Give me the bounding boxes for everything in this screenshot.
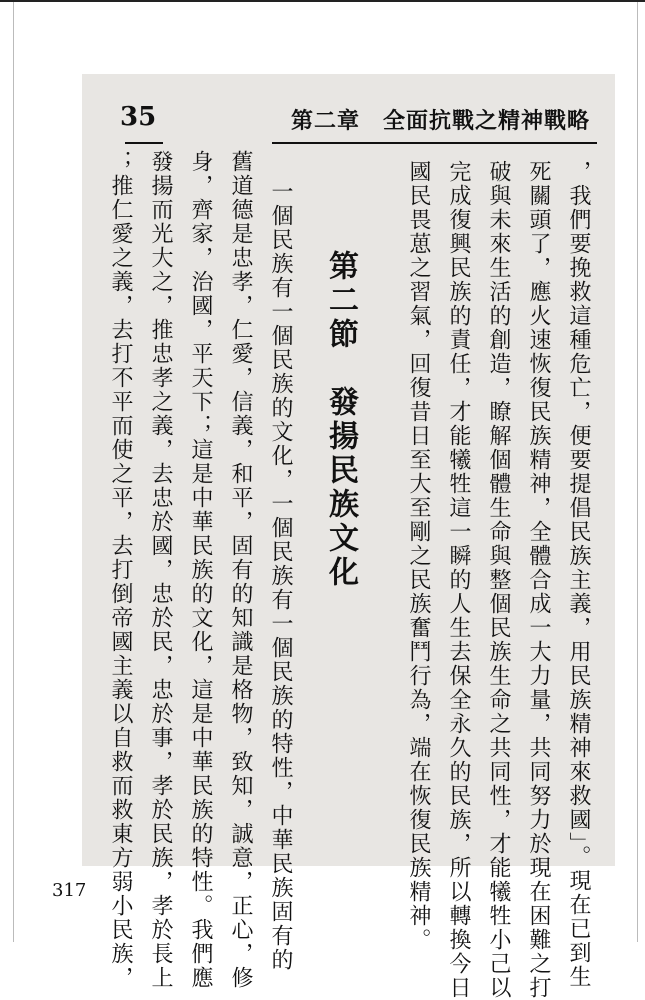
- top-border: [0, 0, 645, 2]
- header-rule-left: [125, 142, 163, 144]
- text-column-l1: 一個民族有一個民族的文化，一個民族有一個民族的特性，中華民族固有的: [268, 180, 293, 972]
- page-number: 35: [120, 102, 157, 132]
- text-column-r4: 完成復興民族的責任，才能犧牲這一瞬的人生去保全永久的民族，所以轉換今日: [446, 160, 471, 1000]
- text-column-l3: 身，齊家，治國，平天下；這是中華民族的文化，這是中華民族的特性。我們應: [188, 150, 213, 990]
- header-rule-right: [272, 142, 597, 144]
- section-heading: 第二節 發揚民族文化: [323, 250, 358, 590]
- running-head: 第二章 全面抗戰之精神戰略: [290, 108, 590, 134]
- text-column-r3: 破與未來生活的創造，瞭解個體生命與整個民族生命之共同性，才能犧牲小己以: [486, 160, 511, 1000]
- text-column-r5: 國民畏葸之習氣，回復昔日至大至剛之民族奮鬥行為，端在恢復民族精神。: [406, 160, 431, 952]
- text-column-l5: ；推仁愛之義，去打不平而使之平，去打倒帝國主義以自救而救東方弱小民族，: [108, 150, 133, 990]
- text-column-r2: 死關頭了，應火速恢復民族精神，全體合成一大力量，共同努力於現在困難之打: [526, 160, 551, 1000]
- text-column-l2: 舊道德是忠孝，仁愛，信義，和平，固有的知識是格物，致知，誠意，正心，修: [228, 150, 253, 990]
- right-frame-line: [637, 2, 638, 942]
- left-frame-line: [13, 2, 14, 942]
- page-header: [110, 100, 600, 142]
- footer-page-number: 317: [52, 880, 87, 901]
- text-column-l4: 發揚而光大之，推忠孝之義，去忠於國，忠於民，忠於事，孝於民族，孝於長上: [148, 150, 173, 990]
- text-column-r1: ，我們要挽救這種危亡，便要提倡民族主義，用民族精神來救國」。現在已到生: [566, 160, 591, 989]
